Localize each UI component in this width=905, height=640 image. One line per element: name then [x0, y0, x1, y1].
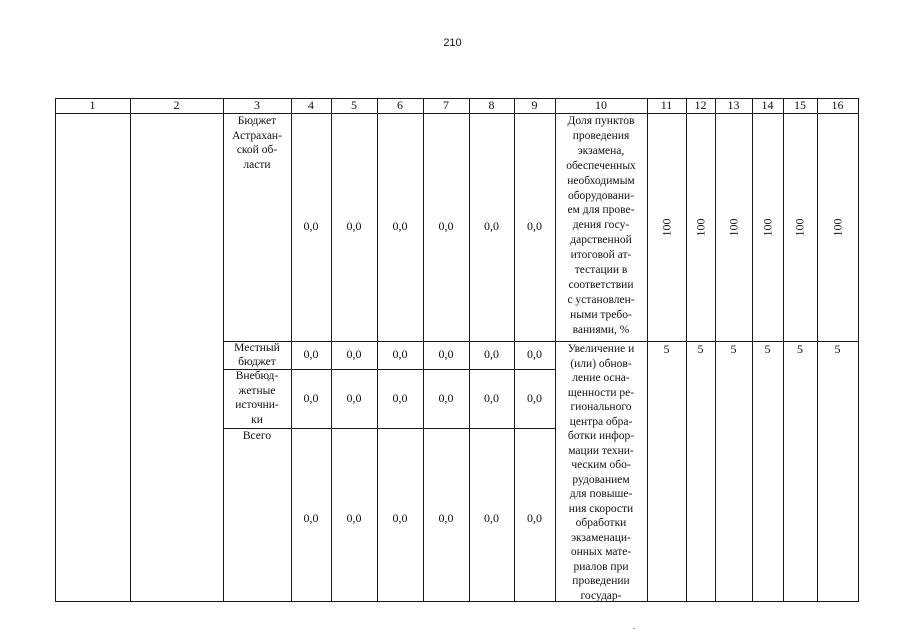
column-header: 1	[89, 98, 96, 112]
value-cell: 0,0	[346, 219, 362, 233]
column-header: 13	[727, 98, 740, 112]
value-cell: 0,0	[527, 219, 542, 233]
value-cell: 0,0	[527, 347, 542, 361]
indicator-line: ными требо-	[570, 308, 632, 321]
indicator-line: Доля пунктов	[567, 115, 635, 127]
target-value: 100	[830, 218, 844, 237]
value-cell: 0,0	[303, 347, 319, 361]
header-separator	[55, 113, 858, 114]
indicator-line: Увеличение и	[567, 343, 635, 355]
column-header: 9	[531, 98, 538, 112]
value-cell: 0,0	[438, 347, 454, 361]
source-line: жетные	[238, 384, 276, 397]
target-value: 100	[659, 218, 673, 237]
indicator-line: экзамена,	[577, 144, 625, 157]
column-header: 12	[694, 98, 707, 112]
column-header: 11	[660, 98, 673, 112]
indicator-line: оборудовани-	[567, 189, 635, 202]
indicator-line: проведения	[572, 129, 630, 142]
value-cell: 0,0	[484, 219, 499, 233]
target-value: 100	[792, 218, 807, 237]
source-line: бюджет	[238, 355, 276, 368]
value-cell: 0,0	[303, 219, 319, 233]
value-cell: 0,0	[392, 391, 408, 405]
target-value: 5	[797, 342, 803, 356]
indicator-line: с установлен-	[567, 293, 635, 306]
column-header: 8	[488, 98, 495, 112]
column-header: 16	[831, 98, 844, 112]
value-cell: 0,0	[392, 219, 408, 233]
indicator-line: онных мате-	[570, 546, 632, 558]
indicator-line: рудованием	[572, 473, 630, 486]
target-value: 100	[760, 218, 774, 237]
indicator-line: государ-	[580, 589, 622, 602]
source-line: Внебюд-	[235, 370, 279, 382]
indicator-line: ление осна-	[572, 372, 630, 384]
scan-speck	[633, 628, 635, 629]
indicator-line: гионального	[570, 401, 632, 413]
source-line: Бюджет	[237, 115, 277, 127]
source-line: источни-	[235, 399, 279, 411]
value-cell: 0,0	[484, 347, 499, 361]
indicator-line: для повыше-	[569, 488, 633, 500]
column-line	[858, 98, 859, 601]
column-header: 15	[794, 98, 806, 112]
target-value: 100	[726, 218, 740, 237]
source-line: Всего	[242, 430, 272, 442]
table-border-bottom	[55, 601, 859, 602]
source-line: Местный	[234, 342, 280, 354]
indicator-line: соответствии	[568, 278, 634, 291]
indicator-line: ем для прове-	[567, 204, 635, 217]
column-line	[130, 98, 131, 601]
column-header: 6	[397, 98, 403, 112]
indicator-line: ния скорости	[568, 502, 634, 515]
indicator-line: ваниями, %	[572, 323, 630, 336]
value-cell: 0,0	[484, 391, 499, 405]
indicator-line: обработки	[575, 517, 627, 529]
value-cell: 0,0	[438, 391, 454, 405]
indicator-line: (или) обнов-	[570, 357, 632, 370]
value-cell: 0,0	[303, 391, 319, 405]
column-header: 2	[173, 98, 180, 112]
value-cell: 0,0	[438, 219, 454, 233]
indicator-line: мации техни-	[568, 444, 634, 457]
column-header: 3	[254, 98, 260, 112]
page-number: 210	[443, 37, 462, 49]
value-cell: 0,0	[484, 511, 499, 525]
indicator-line: экзаменаци-	[571, 531, 631, 544]
target-value: 5	[834, 342, 841, 356]
indicator-line: дения госу-	[572, 219, 630, 232]
indicator-line: обеспеченных	[566, 159, 636, 172]
value-cell: 0,0	[527, 391, 542, 405]
indicator-line: ческим обо-	[571, 459, 631, 471]
column-header: 4	[308, 98, 314, 112]
source-line: ской об-	[236, 144, 278, 157]
column-header: 7	[443, 98, 449, 112]
source-line: Астрахан-	[232, 129, 282, 142]
indicator-line: проведении	[572, 575, 630, 587]
value-cell: 0,0	[438, 511, 454, 525]
column-header: 14	[761, 98, 774, 112]
source-line: ласти	[243, 158, 271, 171]
target-value: 5	[730, 342, 737, 356]
indicator-line: ботки инфор-	[567, 430, 635, 442]
value-cell: 0,0	[392, 511, 408, 525]
indicator-line: итоговой ат-	[570, 249, 632, 262]
target-value: 5	[663, 342, 670, 356]
target-value: 100	[693, 218, 707, 237]
target-value: 5	[697, 342, 704, 356]
indicator-line: дарственной	[570, 234, 632, 247]
value-cell: 0,0	[392, 347, 408, 361]
budget-table	[55, 98, 858, 601]
indicator-line: щенности ре-	[567, 386, 635, 399]
row-line-col10	[514, 428, 555, 429]
indicator-line: тестации в	[574, 264, 628, 276]
value-cell: 0,0	[346, 511, 362, 525]
target-value: 5	[764, 342, 771, 356]
indicator-line: риалов при	[573, 560, 629, 573]
column-header: 10	[595, 98, 607, 112]
value-cell: 0,0	[527, 511, 542, 525]
value-cell: 0,0	[303, 511, 319, 525]
value-cell: 0,0	[346, 391, 362, 405]
indicator-line: центра обра-	[569, 415, 633, 428]
column-header: 5	[351, 98, 357, 112]
source-line: ки	[251, 413, 263, 426]
indicator-line: необходимым	[567, 174, 635, 187]
value-cell: 0,0	[346, 347, 362, 361]
column-line	[55, 98, 56, 601]
